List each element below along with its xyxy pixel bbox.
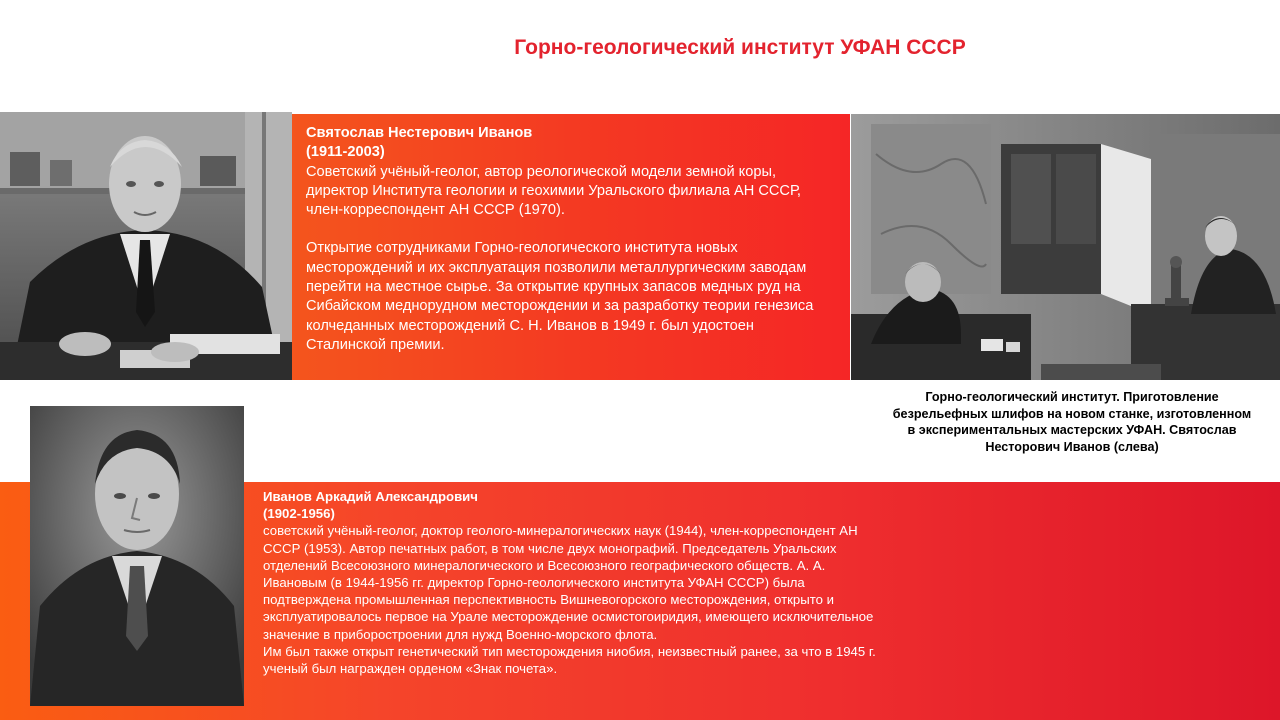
person2-name: Иванов Аркадий Александрович [263, 489, 478, 504]
person1-name: Святослав Нестерович Иванов [306, 125, 533, 141]
person1-years: (1911-2003) [306, 144, 385, 161]
person1-bio: Советский учёный-геолог, автор реологической модели земной коры, директор Института геологии и геохимии Уральского филиала АН СССР, член-корреспондент АН СССР (1970). [306, 163, 801, 219]
portrait-photo-sviatoslav-ivanov [0, 112, 292, 380]
person1-achievement: Открытие сотрудниками Горно-геологического института новых месторождений и их эксплуатация позволили металлургическим заводам перейти на местное сырье. За открытие крупных запасов медных руд на Сибайском меднорудном месторождении и за разработку теории генезиса колчеданных месторождений С. Н. Иванов в 1949 г. был удостоен Сталинской премии. [306, 240, 814, 353]
person2-text-block [263, 488, 888, 677]
portrait-photo-arkadiy-ivanov [30, 406, 244, 706]
person2-niobium: Им был также открыт генетический тип месторождения ниобия, неизвестный ранее, за что в 1945 г. ученый был награжден орденом «Знак почета». [263, 643, 876, 677]
person2-years: (1902-1956) [263, 506, 335, 522]
slide-title: Горно-геологический институт УФАН СССР [514, 36, 966, 59]
laboratory-photo [851, 114, 1280, 380]
laboratory-photo-caption: Горно-геологический институт. Приготовление безрельефных шлифов на новом станке, изготовленном в экспериментальных мастерских УФАН. Святослав Несторович Иванов (слева) [892, 390, 1252, 454]
person2-bio: советский учёный-геолог, доктор геолого-минералогических наук (1944), член-корреспондент АН СССР (1953). Автор печатных работ, в том числе двух монографий. Председатель Уральских отделений Всесоюзного минералогического и Всесоюзного географического обществ. А. А. Ивановым (в 1944-1956 гг. директор Горно-геологического института УФАН СССР) была подтверждена промышленная перспективность Вишневогорского месторождения, открыто и эксплуатировалось первое на Урале месторождение осмистогоиридия, имеющего исключительное значение в приборостроении для нужд Военно-морского флота. [263, 523, 874, 642]
person1-text-block [306, 124, 836, 355]
